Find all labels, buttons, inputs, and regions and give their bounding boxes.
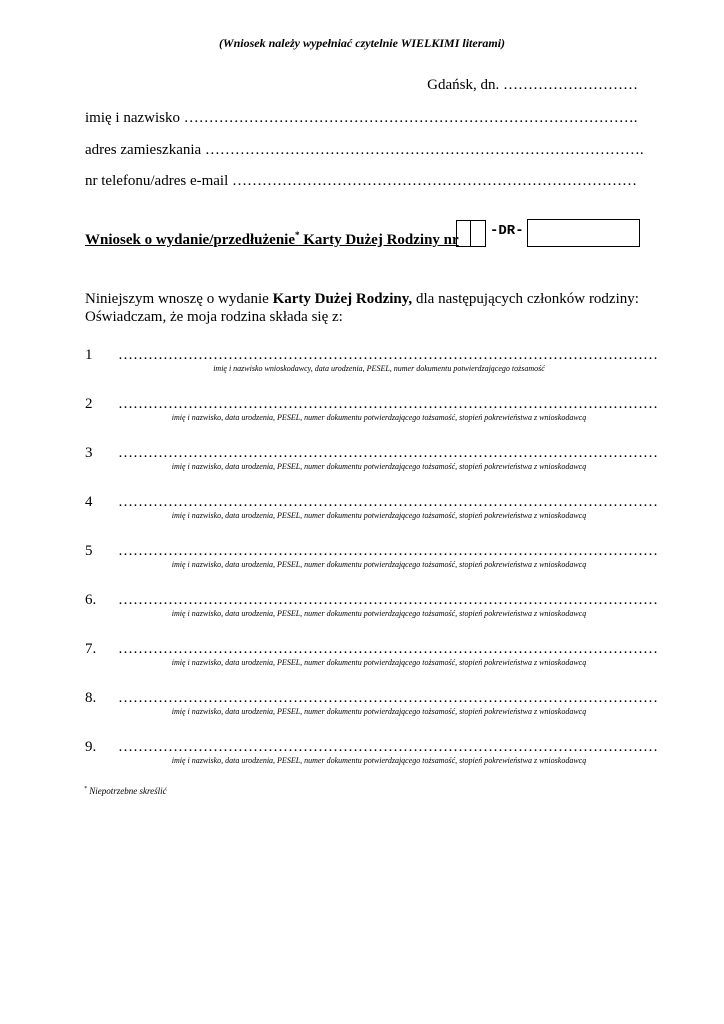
intro-line-2: Oświadczam, że moja rodzina składa się z: bbox=[85, 309, 343, 325]
card-number-box[interactable] bbox=[527, 219, 640, 247]
intro-word: rodziny: bbox=[588, 291, 639, 307]
title-suffix: Karty Dużej Rodziny nr bbox=[299, 232, 459, 248]
card-dr-label: -DR- bbox=[490, 223, 524, 239]
intro-word: wnoszę bbox=[157, 291, 203, 307]
intro-card-name: Karty Dużej Rodziny, bbox=[272, 291, 413, 307]
row-number: 6. bbox=[85, 592, 97, 608]
title-prefix: Wniosek o wydanie/przedłużenie bbox=[85, 232, 296, 248]
intro-word: o bbox=[206, 291, 215, 307]
row-number: 5 bbox=[85, 543, 93, 559]
member-entry-hint: imię i nazwisko, data urodzenia, PESEL, numer dokumentu potwierdzającego tożsamość, stopień pokrewieństwa z wnioskodawcą bbox=[171, 511, 587, 520]
intro-paragraph bbox=[85, 290, 639, 326]
member-entry-field[interactable]: ……………………………………………………………………………………………… bbox=[118, 592, 658, 608]
card-prefix-box[interactable] bbox=[456, 220, 486, 247]
name-field[interactable]: imię i nazwisko ………………………………………………………………………………. bbox=[85, 110, 638, 126]
row-number: 7. bbox=[85, 641, 97, 657]
member-entry-field[interactable]: ……………………………………………………………………………………………… bbox=[118, 494, 658, 510]
form-title bbox=[85, 232, 459, 249]
intro-word: dla bbox=[415, 291, 435, 307]
footnote-marker: * bbox=[84, 786, 87, 792]
footnote bbox=[84, 786, 167, 796]
footnote-text: Niepotrzebne skreślić bbox=[87, 786, 167, 796]
member-entry-field[interactable]: ……………………………………………………………………………………………… bbox=[118, 347, 658, 363]
member-entry-hint: imię i nazwisko, data urodzenia, PESEL, numer dokumentu potwierdzającego tożsamość, stopień pokrewieństwa z wnioskodawcą bbox=[171, 609, 587, 618]
intro-word: wydanie bbox=[218, 291, 269, 307]
member-entry-hint: imię i nazwisko, data urodzenia, PESEL, numer dokumentu potwierdzającego tożsamość, stopień pokrewieństwa z wnioskodawcą bbox=[171, 560, 587, 569]
member-entry-hint: imię i nazwisko, data urodzenia, PESEL, numer dokumentu potwierdzającego tożsamość, stopień pokrewieństwa z wnioskodawcą bbox=[171, 658, 587, 667]
intro-word: członków bbox=[526, 291, 586, 307]
row-number: 1 bbox=[85, 347, 93, 363]
member-entry-field[interactable]: ……………………………………………………………………………………………… bbox=[118, 445, 658, 461]
row-number: 3 bbox=[85, 445, 93, 461]
member-entry-field[interactable]: ……………………………………………………………………………………………… bbox=[118, 739, 658, 755]
contact-field[interactable]: nr telefonu/adres e-mail ……………………………………………………………………… bbox=[85, 173, 638, 189]
intro-line-1 bbox=[85, 290, 639, 308]
member-entry-hint: imię i nazwisko, data urodzenia, PESEL, numer dokumentu potwierdzającego tożsamość, stopień pokrewieństwa z wnioskodawcą bbox=[171, 413, 587, 422]
intro-word: Niniejszym bbox=[85, 291, 155, 307]
card-prefix-divider bbox=[470, 221, 471, 246]
title-footnote-marker: * bbox=[295, 230, 300, 240]
row-number: 9. bbox=[85, 739, 97, 755]
member-entry-hint: imię i nazwisko wnioskodawcy, data urodzenia, PESEL, numer dokumentu potwierdzającego tożsamość bbox=[213, 364, 545, 373]
address-field[interactable]: adres zamieszkania ……………………………………………………………………………. bbox=[85, 142, 644, 158]
row-number: 4 bbox=[85, 494, 93, 510]
intro-word: następujących bbox=[438, 291, 524, 307]
row-number: 8. bbox=[85, 690, 97, 706]
member-entry-field[interactable]: ……………………………………………………………………………………………… bbox=[118, 690, 658, 706]
member-entry-hint: imię i nazwisko, data urodzenia, PESEL, numer dokumentu potwierdzającego tożsamość, stopień pokrewieństwa z wnioskodawcą bbox=[171, 707, 587, 716]
member-entry-hint: imię i nazwisko, data urodzenia, PESEL, numer dokumentu potwierdzającego tożsamość, stopień pokrewieństwa z wnioskodawcą bbox=[171, 756, 587, 765]
place-date-field[interactable]: Gdańsk, dn. ……………………… bbox=[427, 77, 638, 93]
member-entry-field[interactable]: ……………………………………………………………………………………………… bbox=[118, 396, 658, 412]
member-entry-field[interactable]: ……………………………………………………………………………………………… bbox=[118, 641, 658, 657]
row-number: 2 bbox=[85, 396, 93, 412]
member-entry-hint: imię i nazwisko, data urodzenia, PESEL, numer dokumentu potwierdzającego tożsamość, stopień pokrewieństwa z wnioskodawcą bbox=[171, 462, 587, 471]
member-entry-field[interactable]: ……………………………………………………………………………………………… bbox=[118, 543, 658, 559]
header-note: (Wniosek należy wypełniać czytelnie WIELKIMI literami) bbox=[218, 36, 506, 50]
